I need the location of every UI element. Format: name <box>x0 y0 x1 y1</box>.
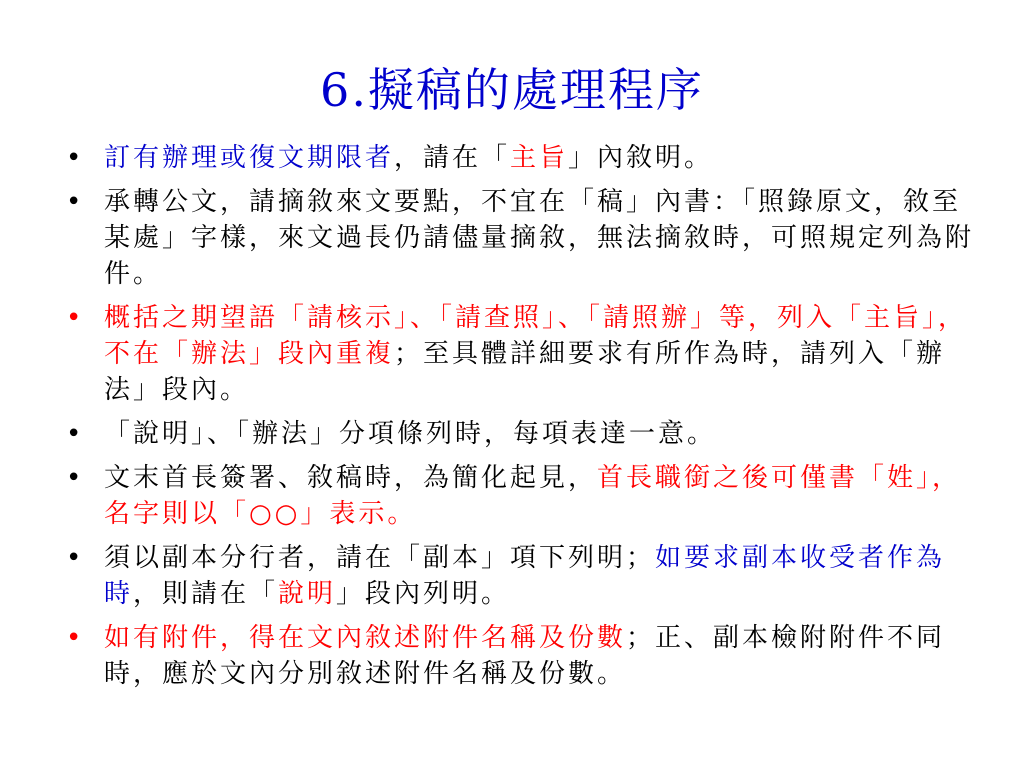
bullet-text-segment: 」內敘明。 <box>568 143 714 173</box>
bullet-item <box>62 300 982 408</box>
bullet-text-segment: ；正、副本檢附附件不同時，應於文內分別敘述附件名稱及份數。 <box>104 623 946 689</box>
bullet-text-segment: 說明 <box>278 579 337 609</box>
bullet-item <box>62 540 982 612</box>
bullet-item <box>62 416 982 452</box>
bullet-dot-icon: • <box>66 463 85 493</box>
bullet-text-segment: 文末首長簽署、敘稿時，為簡化起見， <box>104 463 598 493</box>
bullet-text-segment: 須以副本分行者，請在「副本」項下列明； <box>104 543 656 573</box>
bullet-item <box>62 184 982 292</box>
bullet-item <box>62 460 982 532</box>
bullet-dot-icon: • <box>66 543 85 573</box>
bullet-text-segment: ；至具體詳細要求有所作為時，請列入「辦法」段內。 <box>104 339 946 405</box>
bullet-text-segment: 如要求副本收受者作為時 <box>104 543 946 609</box>
bullet-text-segment: 「說明」、「辦法」分項條列時，每項表達一意。 <box>104 419 717 449</box>
bullet-text-segment: 主旨 <box>510 143 569 173</box>
bullet-dot-icon: • <box>66 187 85 217</box>
bullet-dot-icon: • <box>66 303 85 333</box>
bullet-text-segment: 訂有辦理或復文期限者 <box>104 143 395 173</box>
bullet-item <box>62 620 982 692</box>
bullet-text-segment: 首長職銜之後可僅書「姓」，名字則以「○○」表示。 <box>104 463 962 529</box>
bullet-text-segment: 」段內列明。 <box>336 579 511 609</box>
bullet-list <box>62 140 982 700</box>
bullet-text-segment: ，則請在「 <box>133 579 279 609</box>
bullet-dot-icon: • <box>66 143 85 173</box>
bullet-dot-icon: • <box>66 419 85 449</box>
bullet-text-segment: 承轉公文，請摘敘來文要點，不宜在「稿」內書：「照錄原文，敘至某處」字樣，來文過長仍請儘量摘敘，無法摘敘時，可照規定列為附件。 <box>104 187 975 289</box>
slide-title: 6.擬稿的處理程序 <box>320 63 704 117</box>
bullet-dot-icon: • <box>66 623 85 653</box>
bullet-text-segment: 概括之期望語「請核示」、「請查照」、「請照辦」等，列入「主旨」，不在「辦法」段內重複 <box>104 303 968 369</box>
bullet-item <box>62 140 982 176</box>
bullet-text-segment: ，請在「 <box>394 143 511 173</box>
bullet-text-segment: 如有附件，得在文內敘述附件名稱及份數 <box>104 623 627 653</box>
